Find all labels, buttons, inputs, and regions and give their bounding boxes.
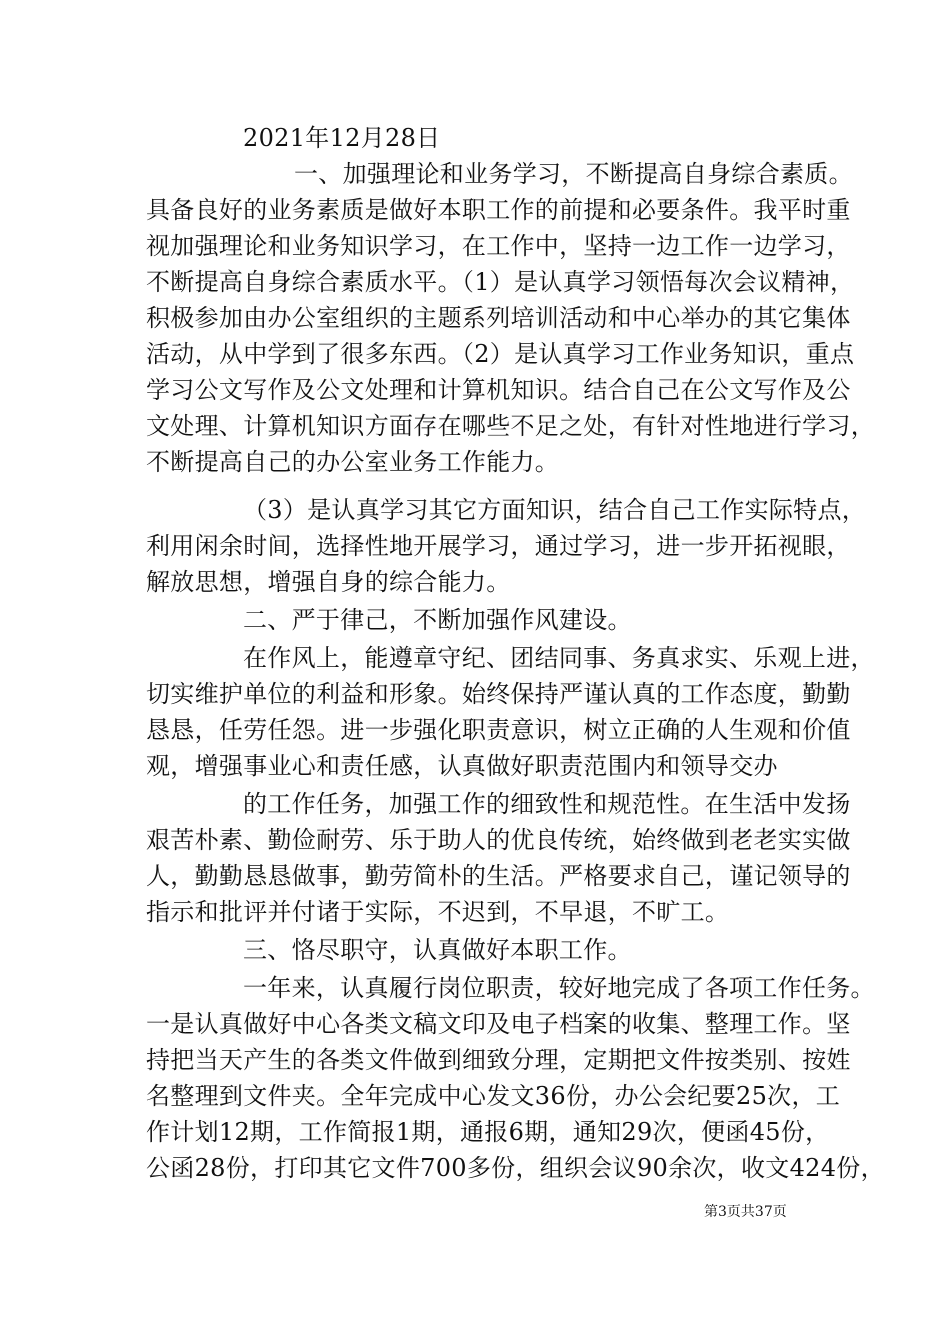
- text-line: 观，增强事业心和责任感，认真做好职责范围内和领导交办: [146, 752, 778, 780]
- text-line: 艰苦朴素、勤俭耐劳、乐于助人的优良传统，始终做到老老实实做: [146, 826, 851, 854]
- text-line: 人，勤勤恳恳做事，勤劳简朴的生活。严格要求自己，谨记领导的: [146, 862, 851, 890]
- text-line: 解放思想，增强自身的综合能力。: [146, 568, 511, 596]
- text-line: 作计划12期，工作简报1期，通报6期，通知29次，便函45份，: [146, 1118, 830, 1146]
- text-line: 公函28份，打印其它文件700多份，组织会议90余次，收文424份，: [146, 1154, 885, 1182]
- text-line: 活动，从中学到了很多东西。（2）是认真学习工作业务知识，重点: [146, 340, 855, 368]
- text-line: 切实维护单位的利益和形象。始终保持严谨认真的工作态度，勤勤: [146, 680, 851, 708]
- text-line: 学习公文写作及公文处理和计算机知识。结合自己在公文写作及公: [146, 376, 851, 404]
- text-line: 恳恳，任劳任怨。进一步强化职责意识，树立正确的人生观和价值: [146, 716, 851, 744]
- text-line: 的工作任务，加强工作的细致性和规范性。在生活中发扬: [243, 790, 851, 818]
- text-line: 一年来，认真履行岗位职责，较好地完成了各项工作任务。: [243, 974, 875, 1002]
- text-line: 在作风上，能遵章守纪、团结同事、务真求实、乐观上进，: [243, 644, 875, 672]
- section-heading-2: 二、严于律己，不断加强作风建设。: [243, 606, 632, 634]
- text-line: 持把当天产生的各类文件做到细致分理，定期把文件按类别、按姓: [146, 1046, 851, 1074]
- text-line: （3）是认真学习其它方面知识，结合自己工作实际特点，: [243, 496, 867, 524]
- text-line: 一是认真做好中心各类文稿文印及电子档案的收集、整理工作。坚: [146, 1010, 851, 1038]
- text-line: 文处理、计算机知识方面存在哪些不足之处，有针对性地进行学习，: [146, 412, 875, 440]
- text-line: 不断提高自身综合素质水平。（1）是认真学习领悟每次会议精神，: [146, 268, 855, 296]
- text-line: 视加强理论和业务知识学习，在工作中，坚持一边工作一边学习，: [146, 232, 851, 260]
- date-line: 2021年12月28日: [243, 124, 441, 152]
- page-number-footer: 第3页共37页: [704, 1204, 787, 1220]
- text-line: 名整理到文件夹。全年完成中心发文36份，办公会纪要25次，工: [146, 1082, 841, 1110]
- section-heading-3: 三、恪尽职守，认真做好本职工作。: [243, 936, 632, 964]
- text-line: 不断提高自己的办公室业务工作能力。: [146, 448, 560, 476]
- text-line: 指示和批评并付诸于实际，不迟到，不早退，不旷工。: [146, 898, 730, 926]
- section-heading-1: 一、加强理论和业务学习，不断提高自身综合素质。: [294, 160, 853, 188]
- text-line: 具备良好的业务素质是做好本职工作的前提和必要条件。我平时重: [146, 196, 851, 224]
- text-line: 积极参加由办公室组织的主题系列培训活动和中心举办的其它集体: [146, 304, 851, 332]
- text-line: 利用闲余时间，选择性地开展学习，通过学习，进一步开拓视眼，: [146, 532, 851, 560]
